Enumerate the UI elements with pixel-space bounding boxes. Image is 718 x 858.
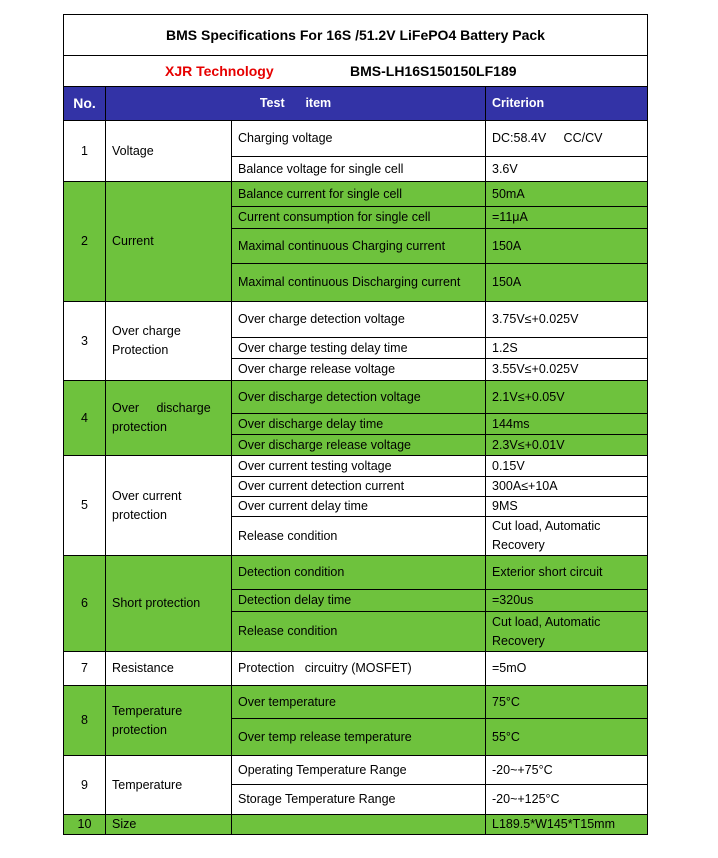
criterion-value: 2.1V≤+0.05V bbox=[486, 381, 648, 414]
table-row bbox=[64, 756, 648, 785]
table-row bbox=[64, 381, 648, 414]
test-item: Current consumption for single cell bbox=[232, 207, 486, 229]
spec-table bbox=[63, 14, 648, 835]
criterion-value: Cut load, Automatic Recovery bbox=[486, 612, 648, 652]
criterion-value: =5mO bbox=[486, 652, 648, 686]
criterion-value: 0.15V bbox=[486, 456, 648, 477]
criterion-value: 3.55V≤+0.025V bbox=[486, 359, 648, 381]
test-item bbox=[232, 815, 486, 835]
group-number: 8 bbox=[64, 686, 106, 756]
criterion-value: 50mA bbox=[486, 182, 648, 207]
test-item: Balance current for single cell bbox=[232, 182, 486, 207]
table-row bbox=[64, 686, 648, 719]
group-number: 10 bbox=[64, 815, 106, 835]
test-item: Over current detection current bbox=[232, 477, 486, 497]
test-item: Operating Temperature Range bbox=[232, 756, 486, 785]
company-row bbox=[64, 56, 648, 87]
spec-sheet bbox=[63, 14, 647, 835]
criterion-value: 300A≤+10A bbox=[486, 477, 648, 497]
table-row bbox=[64, 456, 648, 477]
group-name: Short protection bbox=[106, 556, 232, 652]
test-item: Detection condition bbox=[232, 556, 486, 590]
group-name: Temperature protection bbox=[106, 686, 232, 756]
table-row bbox=[64, 121, 648, 157]
group-number: 4 bbox=[64, 381, 106, 456]
test-item: Over temperature bbox=[232, 686, 486, 719]
test-item: Detection delay time bbox=[232, 590, 486, 612]
group-name: Resistance bbox=[106, 652, 232, 686]
header-no: No. bbox=[64, 87, 106, 121]
test-item: Over charge detection voltage bbox=[232, 302, 486, 338]
table-row bbox=[64, 182, 648, 207]
group-number: 9 bbox=[64, 756, 106, 815]
header-row bbox=[64, 87, 648, 121]
test-item: Over temp release temperature bbox=[232, 719, 486, 756]
test-item: Over current testing voltage bbox=[232, 456, 486, 477]
test-item: Over discharge detection voltage bbox=[232, 381, 486, 414]
test-item: Storage Temperature Range bbox=[232, 785, 486, 815]
header-criterion: Criterion bbox=[486, 87, 648, 121]
criterion-value: 144ms bbox=[486, 414, 648, 435]
test-item: Release condition bbox=[232, 517, 486, 556]
criterion-value: =11μA bbox=[486, 207, 648, 229]
criterion-value: 9MS bbox=[486, 497, 648, 517]
test-item: Over discharge delay time bbox=[232, 414, 486, 435]
title-row bbox=[64, 15, 648, 56]
criterion-value: 3.6V bbox=[486, 157, 648, 182]
criterion-value: Exterior short circuit bbox=[486, 556, 648, 590]
table-row bbox=[64, 556, 648, 590]
criterion-value: 75°C bbox=[486, 686, 648, 719]
test-item: Release condition bbox=[232, 612, 486, 652]
criterion-value: 2.3V≤+0.01V bbox=[486, 435, 648, 456]
group-name: Over discharge protection bbox=[106, 381, 232, 456]
criterion-value: 150A bbox=[486, 229, 648, 264]
test-item: Protection circuitry (MOSFET) bbox=[232, 652, 486, 686]
table-row bbox=[64, 302, 648, 338]
test-item: Over discharge release voltage bbox=[232, 435, 486, 456]
group-number: 2 bbox=[64, 182, 106, 302]
test-item: Charging voltage bbox=[232, 121, 486, 157]
group-name: Temperature bbox=[106, 756, 232, 815]
test-item: Balance voltage for single cell bbox=[232, 157, 486, 182]
group-number: 5 bbox=[64, 456, 106, 556]
group-name: Voltage bbox=[106, 121, 232, 182]
group-name: Over current protection bbox=[106, 456, 232, 556]
criterion-value: 1.2S bbox=[486, 338, 648, 359]
company-name: XJR Technology bbox=[165, 62, 274, 79]
header-test-item: Test item bbox=[106, 87, 486, 121]
table-row bbox=[64, 652, 648, 686]
group-number: 6 bbox=[64, 556, 106, 652]
group-number: 7 bbox=[64, 652, 106, 686]
group-number: 1 bbox=[64, 121, 106, 182]
criterion-value: Cut load, Automatic Recovery bbox=[486, 517, 648, 556]
group-name: Size bbox=[106, 815, 232, 835]
table-row bbox=[64, 815, 648, 835]
criterion-value: -20~+75°C bbox=[486, 756, 648, 785]
group-number: 3 bbox=[64, 302, 106, 381]
criterion-value: 3.75V≤+0.025V bbox=[486, 302, 648, 338]
criterion-value: 150A bbox=[486, 264, 648, 302]
group-name: Over charge Protection bbox=[106, 302, 232, 381]
criterion-value: 55°C bbox=[486, 719, 648, 756]
group-name: Current bbox=[106, 182, 232, 302]
sheet-title: BMS Specifications For 16S /51.2V LiFePO4 Battery Pack bbox=[64, 15, 648, 56]
model-number: BMS-LH16S150150LF189 bbox=[350, 62, 517, 79]
criterion-value: L189.5*W145*T15mm bbox=[486, 815, 648, 835]
criterion-value: -20~+125°C bbox=[486, 785, 648, 815]
test-item: Over charge release voltage bbox=[232, 359, 486, 381]
test-item: Maximal continuous Charging current bbox=[232, 229, 486, 264]
test-item: Over charge testing delay time bbox=[232, 338, 486, 359]
test-item: Over current delay time bbox=[232, 497, 486, 517]
test-item: Maximal continuous Discharging current bbox=[232, 264, 486, 302]
criterion-value: =320us bbox=[486, 590, 648, 612]
criterion-value: DC:58.4V CC/CV bbox=[486, 121, 648, 157]
